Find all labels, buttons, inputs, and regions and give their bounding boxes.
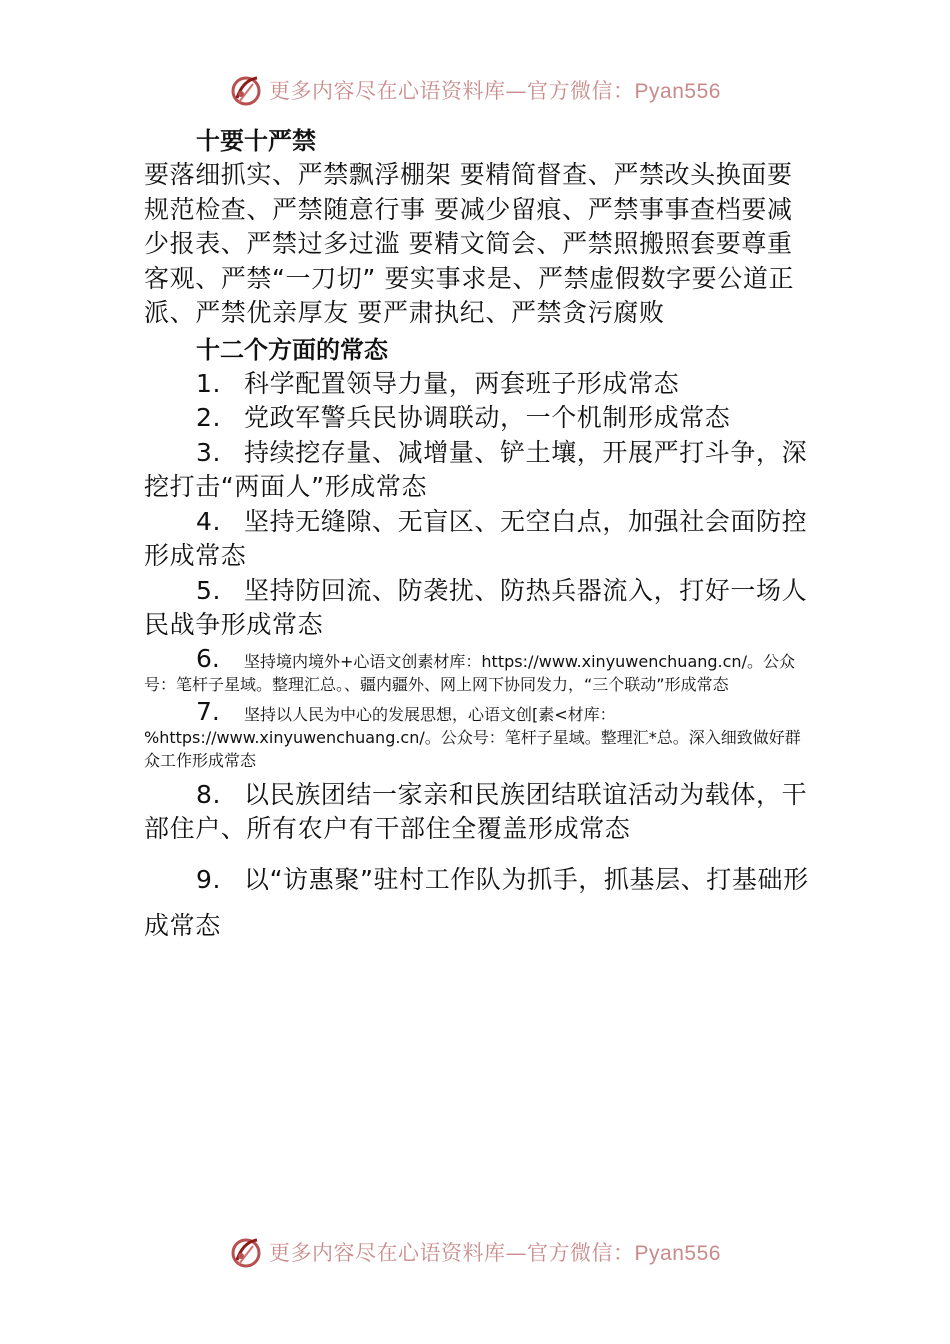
list-item: 1. 科学配置领导力量，两套班子形成常态 xyxy=(196,368,680,398)
list-item: 2. 党政军警兵民协调联动，一个机制形成常态 xyxy=(196,403,731,432)
brand-logo-icon xyxy=(229,1234,263,1270)
list-item: 9. 以“访惠聚”驻村工作队为抓手，抓基层、打基础形成常态 xyxy=(144,864,809,940)
watermark-text: 更多内容尽在心语资料库—官方微信：Pyan556 xyxy=(269,1241,721,1265)
watermark-text: 更多内容尽在心语资料库—官方微信：Pyan556 xyxy=(269,79,721,103)
section-heading-ten-requirements: 十要十严禁 xyxy=(196,127,316,155)
brand-logo-icon xyxy=(229,72,263,108)
list-item: 7. 坚持以人民为中心的发展思想，心语文创[素<材库：%https://www.xinyuwenchuang.cn/。公众号：笔杆子星域。整理汇*总。深入细致做好群众工作形成常态 xyxy=(144,696,801,770)
section-heading-twelve-aspects: 十二个方面的常态 xyxy=(196,335,388,364)
list-item: 3. 持续挖存量、减增量、铲土壤，开展严打斗争，深挖打击“两面人”形成常态 xyxy=(144,437,808,501)
document-body xyxy=(144,124,810,949)
list-item: 4. 坚持无缝隙、无盲区、无空白点，加强社会面防控形成常态 xyxy=(144,506,808,570)
paragraph-ten-requirements: 要落细抓实、严禁飘浮棚架 要精简督查、严禁改头换面要规范检查、严禁随意行事 要减少留痕、严禁事事查档要减少报表、严禁过多过滥 要精文简会、严禁照搬照套要尊重客观、严禁“一刀切” 要实事求是、严禁虚假数字要公道正派、严禁优亲厚友 要严肃执纪、严禁贪污腐败 xyxy=(144,160,795,327)
list-item: 5. 坚持防回流、防袭扰、防热兵器流入，打好一场人民战争形成常态 xyxy=(144,575,808,639)
watermark-footer xyxy=(0,1234,950,1270)
list-item: 6. 坚持境内境外+心语文创素材库：https://www.xinyuwenchuang.cn/。公众号：笔杆子星域。整理汇总。、疆内疆外、网上网下协同发力，“三个联动”形成常态 xyxy=(144,643,795,694)
list-item: 8. 以民族团结一家亲和民族团结联谊活动为载体，干部住户、所有农户有干部住全覆盖形成常态 xyxy=(144,779,808,843)
watermark-header xyxy=(0,72,950,108)
